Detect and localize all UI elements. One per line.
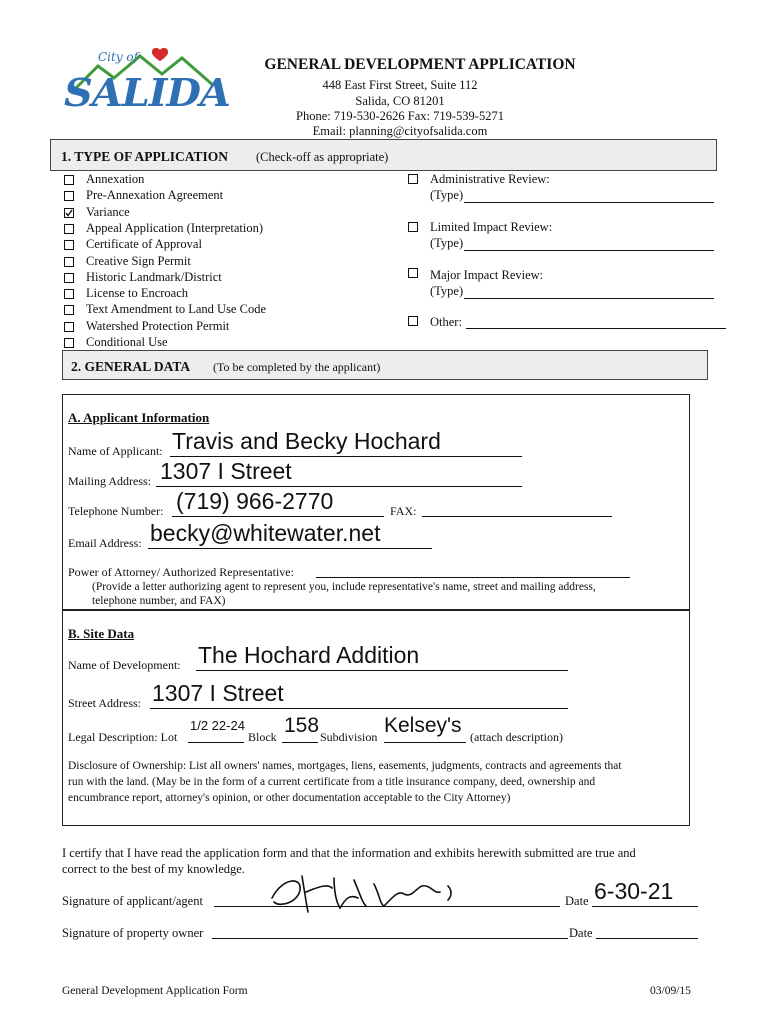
other-field[interactable] (466, 328, 726, 329)
site-data-heading: B. Site Data (68, 626, 135, 641)
checkbox-creative-sign-permit[interactable] (64, 257, 74, 267)
mailing-address-label: Mailing Address: (68, 474, 151, 488)
legal-description-label: Legal Description: Lot (68, 730, 178, 744)
street-address-line (150, 708, 568, 709)
date-2-label: Date (569, 926, 593, 940)
checkmark-icon (65, 209, 73, 217)
lot-field[interactable]: 1/2 22-24 (190, 718, 245, 733)
checkbox-other[interactable] (408, 316, 418, 326)
checkbox-variance[interactable] (64, 208, 74, 218)
telephone-line (172, 516, 384, 517)
checkbox-conditional-use[interactable] (64, 338, 74, 348)
option-label: Watershed Protection Permit (86, 318, 230, 333)
applicant-name-label: Name of Applicant: (68, 444, 163, 458)
section-1-header (50, 139, 717, 171)
subdivision-field[interactable]: Kelsey's (384, 714, 462, 737)
power-of-attorney-label: Power of Attorney/ Authorized Representative: (68, 565, 294, 579)
date-line (592, 906, 698, 907)
logo-main-text: SALIDA (64, 70, 230, 115)
applicant-signature-field[interactable] (262, 868, 462, 918)
subdivision-label: Subdivision (320, 730, 378, 744)
power-of-attorney-field[interactable] (316, 577, 630, 578)
major-impact-review-label: Major Impact Review: (430, 268, 544, 282)
attach-description-label: (attach description) (470, 730, 563, 744)
checkbox-license-to-encroach[interactable] (64, 289, 74, 299)
section-2-note: (To be completed by the applicant) (213, 360, 381, 374)
heart-icon (152, 48, 168, 61)
owner-signature-label: Signature of property owner (62, 926, 204, 940)
checkbox-watershed-protection-permit[interactable] (64, 322, 74, 332)
logo-small-text: City of (98, 50, 139, 64)
certify-line-1: I certify that I have read the application form and that the information and exhibits herewith submitted are true and (62, 846, 636, 860)
poa-note-line-2: telephone number, and FAX) (92, 595, 226, 607)
subdivision-line (384, 742, 466, 743)
checkbox-major-impact-review[interactable] (408, 268, 418, 278)
applicant-heading: A. Applicant Information (68, 410, 210, 425)
checkbox-administrative-review[interactable] (408, 174, 418, 184)
option-label: Variance (86, 204, 130, 219)
phone-fax-line: Phone: 719-530-2626 Fax: 719-539-5271 (296, 109, 504, 123)
disclosure-line-1: Disclosure of Ownership: List all owners' names, mortgages, liens, easements, judgments, contracts and agreements that (68, 760, 622, 772)
administrative-type-field[interactable] (464, 202, 714, 203)
block-line (282, 742, 318, 743)
section-2-header (62, 350, 708, 380)
email-field[interactable]: becky@whitewater.net (150, 520, 381, 546)
fax-field[interactable] (422, 516, 612, 517)
date-field[interactable]: 6-30-21 (594, 878, 674, 904)
certify-line-2: correct to the best of my knowledge. (62, 862, 245, 876)
checkbox-pre-annexation-agreement[interactable] (64, 191, 74, 201)
major-type-field[interactable] (464, 298, 714, 299)
footer-form-name: General Development Application Form (62, 985, 248, 997)
poa-note-line-1: (Provide a letter authorizing agent to represent you, include representative's name, street and mailing address, (92, 581, 596, 593)
telephone-label: Telephone Number: (68, 504, 164, 518)
option-label: Appeal Application (Interpretation) (86, 220, 264, 235)
section-1-note: (Check-off as appropriate) (256, 150, 389, 164)
checkbox-appeal-application-interpretation[interactable] (64, 224, 74, 234)
limited-type-label: (Type) (430, 236, 464, 250)
checkbox-certificate-of-approval[interactable] (64, 240, 74, 250)
address-line-2: Salida, CO 81201 (355, 94, 445, 108)
option-label: License to Encroach (86, 286, 189, 301)
owner-signature-field[interactable] (212, 938, 568, 939)
footer-form-date: 03/09/15 (650, 985, 691, 997)
checkbox-historic-landmark-district[interactable] (64, 273, 74, 283)
email-line (148, 548, 432, 549)
option-label: Creative Sign Permit (86, 253, 191, 268)
mailing-address-line (156, 486, 522, 487)
option-label: Pre-Annexation Agreement (86, 188, 224, 203)
section-2-title: 2. GENERAL DATA (71, 359, 191, 374)
applicant-name-field[interactable]: Travis and Becky Hochard (172, 428, 441, 454)
date-label: Date (565, 894, 589, 908)
telephone-field[interactable]: (719) 966-2770 (176, 488, 334, 514)
limited-type-field[interactable] (464, 250, 714, 251)
mailing-address-field[interactable]: 1307 I Street (160, 458, 292, 484)
street-address-label: Street Address: (68, 696, 141, 710)
checkbox-annexation[interactable] (64, 175, 74, 185)
limited-impact-review-label: Limited Impact Review: (430, 220, 553, 234)
option-label: Conditional Use (86, 335, 168, 349)
development-name-line (196, 670, 568, 671)
email-line: Email: planning@cityofsalida.com (312, 124, 488, 138)
block-field[interactable]: 158 (284, 714, 320, 737)
option-label: Certificate of Approval (86, 237, 202, 252)
option-label: Annexation (86, 172, 145, 186)
disclosure-line-3: encumbrance report, attorney's opinion, or other documentation acceptable to the City Attorney) (68, 792, 511, 804)
major-type-label: (Type) (430, 284, 464, 298)
email-label: Email Address: (68, 536, 142, 550)
street-address-field[interactable]: 1307 I Street (152, 680, 284, 706)
administrative-review-label: Administrative Review: (430, 172, 550, 186)
fax-label: FAX: (390, 504, 417, 518)
section-1-title: 1. TYPE OF APPLICATION (61, 149, 229, 164)
applicant-name-line (170, 456, 522, 457)
disclosure-line-2: run with the land. (May be in the form of a current certificate from a title insurance company, deed, ownership and (68, 776, 596, 788)
address-line-1: 448 East First Street, Suite 112 (322, 78, 478, 92)
applicant-signature-label: Signature of applicant/agent (62, 894, 203, 908)
checkbox-limited-impact-review[interactable] (408, 222, 418, 232)
lot-line (188, 742, 244, 743)
development-name-label: Name of Development: (68, 658, 181, 672)
option-label: Historic Landmark/District (86, 269, 222, 284)
option-label: Text Amendment to Land Use Code (86, 302, 266, 317)
checkbox-text-amendment-to-land-use-code[interactable] (64, 305, 74, 315)
administrative-type-label: (Type) (430, 188, 464, 202)
development-name-field[interactable]: The Hochard Addition (198, 642, 420, 668)
date-2-field[interactable] (596, 938, 698, 939)
form-title: GENERAL DEVELOPMENT APPLICATION (264, 56, 576, 73)
block-label: Block (248, 730, 277, 744)
other-label: Other: (430, 315, 462, 329)
